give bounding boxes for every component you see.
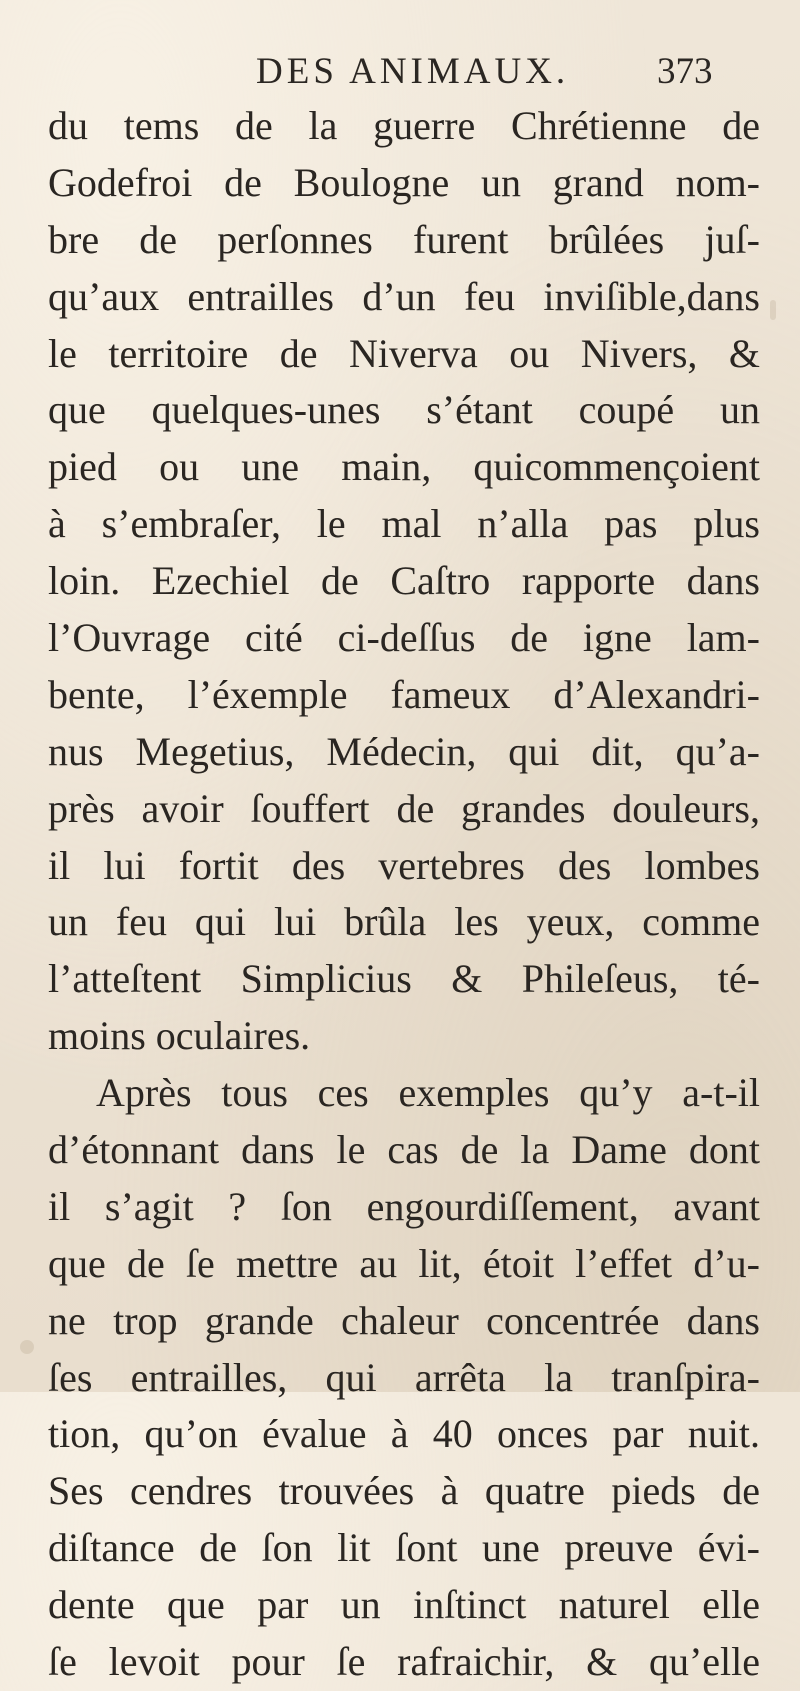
text-line: bente, l’éxemple fameux d’Alexandri- (48, 671, 760, 717)
text-line: d’étonnant dans le cas de la Dame dont (48, 1127, 760, 1173)
paper-stain (20, 1340, 34, 1354)
text-line: dente que par un inſtinct naturel elle (48, 1582, 760, 1628)
text-line: l’atteſtent Simplicius & Phileſeus, té- (48, 956, 760, 1002)
text-line: l’Ouvrage cité ci-deſſus de igne lam- (48, 615, 760, 661)
text-line: il s’agit ? ſon engourdiſſement, avant (48, 1183, 760, 1229)
paper-mark (770, 300, 776, 320)
text-line: du tems de la guerre Chrétienne de (48, 103, 760, 148)
text-line: que de ſe mettre au lit, étoit l’effet d’u- (48, 1240, 760, 1286)
text-line: près avoir ſouffert de grandes douleurs, (48, 785, 760, 831)
text-line: diſtance de ſon lit ſont une preuve évi- (48, 1525, 760, 1571)
text-line: Godefroi de Boulogne un grand nom- (48, 159, 760, 205)
paragraph-end-line: moins oculaires. (48, 1013, 311, 1059)
text-line: pied ou une main, quicommençoient (48, 444, 760, 490)
text-line: que quelques-unes s’étant coupé un (48, 387, 760, 433)
text-line: bre de perſonnes furent brûlées juſ- (48, 216, 760, 262)
body-text (48, 98, 760, 1691)
text-line: ſe levoit pour ſe rafraichir, & qu’elle (48, 1639, 760, 1685)
text-line: le territoire de Niverva ou Nivers, & (48, 330, 760, 376)
paragraph-start-line: Après tous ces exemples qu’y a-t-il (96, 1070, 760, 1116)
text-line: à s’embraſer, le mal n’alla pas plus (48, 501, 760, 547)
text-line: loin. Ezechiel de Caſtro rapporte dans (48, 558, 760, 604)
text-line: nus Megetius, Médecin, qui dit, qu’a- (48, 728, 760, 774)
text-line: un feu qui lui brûla les yeux, comme (48, 899, 760, 945)
text-line: Ses cendres trouvées à quatre pieds de (48, 1468, 760, 1514)
text-line: ſes entrailles, qui arrêta la tranſpira- (48, 1354, 760, 1400)
running-head-title: DES ANIMAUX. (256, 51, 570, 92)
text-line: ne trop grande chaleur concentrée dans (48, 1297, 760, 1343)
text-line: tion, qu’on évalue à 40 onces par nuit. (48, 1411, 760, 1457)
text-line: qu’aux entrailles d’un feu inviſible,dans (48, 273, 760, 319)
running-head (0, 50, 800, 94)
text-line: il lui fortit des vertebres des lombes (48, 842, 760, 888)
page-number: 373 (657, 51, 713, 92)
